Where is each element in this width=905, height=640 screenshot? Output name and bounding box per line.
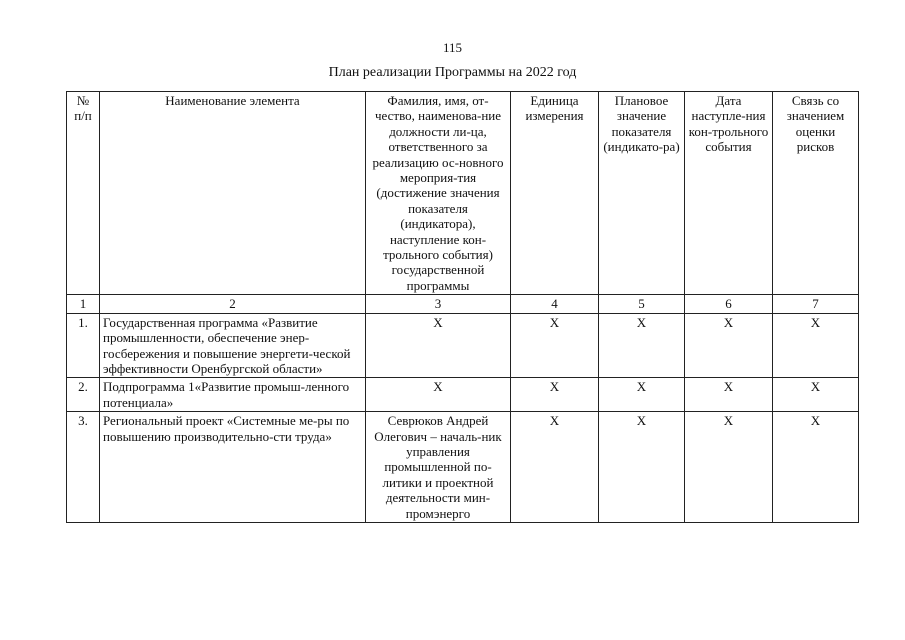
column-number: 2 xyxy=(100,295,366,313)
risk-link-cell: X xyxy=(773,412,859,523)
header-num: № п/п xyxy=(67,92,100,295)
column-number: 5 xyxy=(599,295,685,313)
header-responsible: Фамилия, имя, от-чество, наименова-ние должности ли-ца, ответственного за реализацию ос-новного мероприя-тия (достижение значения показателя (индикатора), наступление кон-трольного события) государственной программы xyxy=(366,92,511,295)
header-unit: Единица измерения xyxy=(511,92,599,295)
unit-cell: X xyxy=(511,313,599,378)
event-date-cell: X xyxy=(685,412,773,523)
row-number: 3. xyxy=(67,412,100,523)
element-name: Государственная программа «Развитие промышленности, обеспечение энер-госбережения и повышение энергети-ческой эффективности Оренбургской области» xyxy=(100,313,366,378)
table-row xyxy=(67,412,859,523)
document-title: План реализации Программы на 2022 год xyxy=(328,65,577,80)
column-number: 1 xyxy=(67,295,100,313)
plan-value-cell: X xyxy=(599,313,685,378)
header-event-date: Дата наступле-ния кон-трольного события xyxy=(685,92,773,295)
header-element-name: Наименование элемента xyxy=(100,92,366,295)
event-date-cell: X xyxy=(685,378,773,412)
page-number: 115 xyxy=(442,40,463,55)
responsible-cell: Севрюков Андрей Олегович – началь-ник управления промышленной по-литики и проектной деятельности мин-промэнерго xyxy=(366,412,511,523)
column-number: 3 xyxy=(366,295,511,313)
column-number: 4 xyxy=(511,295,599,313)
column-number: 6 xyxy=(685,295,773,313)
table-header-row xyxy=(67,92,859,295)
implementation-plan-table xyxy=(66,91,859,523)
header-plan-value: Плановое значение показателя (индикато-ра) xyxy=(599,92,685,295)
event-date-cell: X xyxy=(685,313,773,378)
element-name: Подпрограмма 1«Развитие промыш-ленного потенциала» xyxy=(100,378,366,412)
header-risk-link: Связь со значением оценки рисков xyxy=(773,92,859,295)
responsible-cell: X xyxy=(366,313,511,378)
column-number-row xyxy=(67,295,859,313)
row-number: 1. xyxy=(67,313,100,378)
plan-value-cell: X xyxy=(599,378,685,412)
column-number: 7 xyxy=(773,295,859,313)
table-row xyxy=(67,313,859,378)
unit-cell: X xyxy=(511,378,599,412)
risk-link-cell: X xyxy=(773,378,859,412)
table-row xyxy=(67,378,859,412)
plan-value-cell: X xyxy=(599,412,685,523)
row-number: 2. xyxy=(67,378,100,412)
responsible-cell: X xyxy=(366,378,511,412)
element-name: Региональный проект «Системные ме-ры по повышению производительно-сти труда» xyxy=(100,412,366,523)
risk-link-cell: X xyxy=(773,313,859,378)
unit-cell: X xyxy=(511,412,599,523)
